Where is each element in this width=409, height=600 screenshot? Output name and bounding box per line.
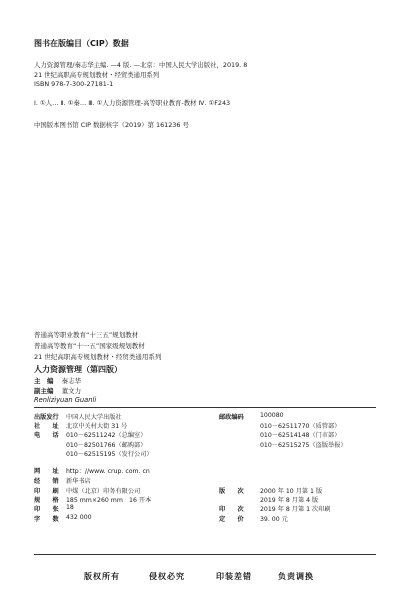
publisher-right-label-7: 定 价	[219, 516, 244, 523]
cip-line-citation: 人力资源管理/秦志华主编. —4 版. —北京：中国人民大学出版社，2019. 8	[34, 61, 248, 69]
cip-line-cip-number: 中国版本图书馆 CIP 数据核字（2019）第 161236 号	[34, 121, 189, 129]
editor-label: 主 编	[34, 377, 54, 385]
publisher-left-label-0: 出版发行	[34, 414, 59, 421]
slogan-infringement: 侵权必究	[149, 572, 185, 581]
publisher-left-value-3: 010－82501766（邮购部）	[66, 442, 147, 449]
publisher-right-label-0: 邮政编码	[219, 414, 244, 421]
slogan-copyright: 版权所有	[84, 572, 120, 581]
publisher-left-label-9: 印 张	[34, 506, 59, 513]
pinyin-title: Renliziyuan Guanli	[34, 396, 97, 404]
publisher-right-value-5: 2019 年 8 月第 4 版	[260, 497, 319, 504]
publisher-left-value-2: 010－62511242（总编室）	[66, 432, 147, 439]
editor-row	[34, 376, 81, 385]
publisher-left-label-5: 网 址	[34, 468, 59, 475]
publisher-right-value-3: 010－62515275（盗版举报）	[260, 442, 347, 449]
publisher-left-label-7: 印 刷	[34, 488, 59, 495]
publisher-right-value-2: 010－62514148（门市部）	[260, 432, 341, 439]
slogan-print-errors: 印装差错	[216, 572, 252, 581]
series-line-3: 21 世纪高职高专规划教材・经贸类通用系列	[34, 353, 162, 361]
slogan-replacement: 负责调换	[278, 572, 314, 581]
publisher-left-value-8: 185 mm×260 mm 16 开本	[66, 497, 152, 504]
publisher-left-value-9: 18	[66, 504, 74, 511]
publisher-left-label-2: 电 话	[34, 432, 59, 439]
publisher-left-value-1: 北京中关村大街 31 号	[66, 423, 128, 430]
divider-bottom	[34, 554, 376, 555]
series-line-1: 普通高等职业教育“十三五”规划教材	[34, 331, 139, 339]
publisher-left-label-8: 规 格	[34, 497, 59, 504]
deputy-name: 董文力	[61, 387, 82, 395]
publisher-left-value-6: 新华书店	[66, 478, 91, 485]
publisher-right-label-6: 印 次	[219, 506, 244, 513]
publisher-right-value-4: 2000 年 10 月第 1 版	[260, 488, 323, 495]
publisher-right-value-1: 010－62511770（质管部）	[260, 423, 341, 430]
cip-line-isbn: ISBN 978-7-300-27181-1	[34, 80, 114, 88]
cip-title: 图书在版编目（CIP）数据	[34, 39, 129, 48]
series-line-2: 普通高等教育“十一五”国家级规划教材	[34, 342, 145, 350]
publisher-right-value-0: 100080	[260, 412, 284, 419]
cip-line-classification: Ⅰ. ①人… Ⅱ. ①秦… Ⅲ. ①人力资源管理-高等职业教育-教材 Ⅳ. ①F243	[34, 99, 231, 107]
publisher-left-value-10: 432 000	[66, 514, 92, 521]
deputy-label: 副主编	[34, 387, 54, 395]
publisher-left-value-7: 中煤（北京）印务有限公司	[66, 488, 141, 495]
divider-top	[34, 407, 376, 408]
publisher-left-value-4: 010－62515195（发行公司）	[66, 451, 153, 458]
publisher-left-label-10: 字 数	[34, 516, 59, 523]
deputy-row	[34, 386, 81, 395]
publisher-right-value-7: 39. 00 元	[260, 516, 288, 523]
publisher-right-label-4: 版 次	[219, 488, 244, 495]
publisher-left-label-1: 社 址	[34, 423, 59, 430]
publisher-left-value-0: 中国人民大学出版社	[66, 414, 122, 421]
publisher-right-value-6: 2019 年 8 月第 1 次印刷	[260, 506, 331, 513]
book-title: 人力资源管理（第四版）	[34, 365, 122, 374]
editor-name: 秦志华	[61, 377, 82, 385]
publisher-left-label-6: 经 销	[34, 478, 59, 485]
publisher-left-value-5: http：//www. crup. com. cn	[66, 468, 150, 475]
cip-line-series: 21 世纪高职高专规划教材・经贸类通用系列	[34, 71, 160, 79]
